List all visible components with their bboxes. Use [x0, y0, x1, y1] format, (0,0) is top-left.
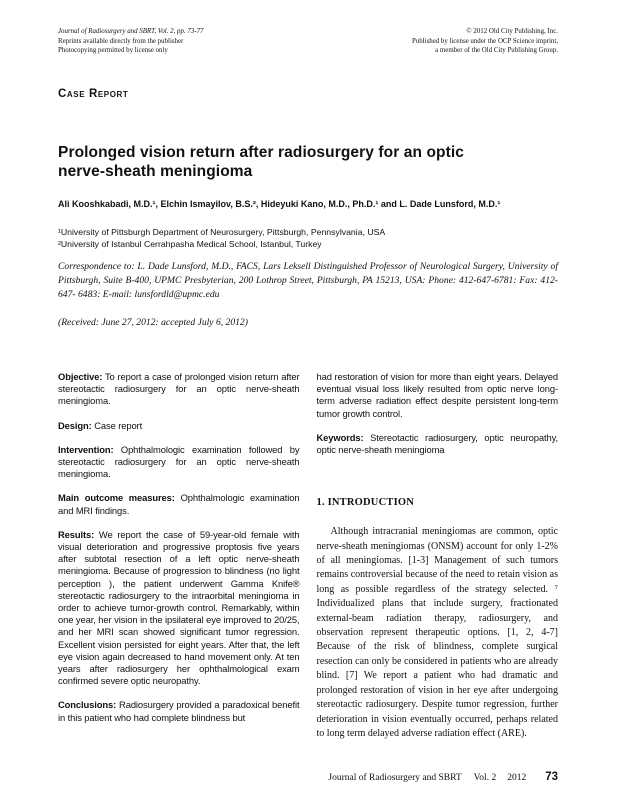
authors-line: Ali Kooshkabadi, M.D.¹, Elchin Ismayilov, B.S.², Hideyuki Kano, M.D., Ph.D.¹ and L. Dade Lunsford, M.D.¹: [58, 199, 501, 209]
left-column: [58, 371, 300, 741]
journal-masthead: [58, 27, 558, 56]
introduction-paragraph: Although intracranial meningiomas are common, optic nerve-sheath meningiomas (ONSM) account for only 1-2% of all meningiomas. [1-3] Management of such tumors remains controversial because of the need to retain vision as long as possible regardless of the strategy selected. ⁷ Individualized plans that include surgery, fractionated external-beam radiation therapy, radiosurgery, and observation represent therapeutic options. [1, 2, 4-7] Because of the risk of blindness, complete surgical resection can only be considered in patients who are already blind. [7] We report a patient who had dramatic and prolonged restoration of vision in her eye after undergoing stereotactic radiosurgery. Despite tumor regression, further deterioration in vision eventually occurred, perhaps related to long term delayed adverse radiation effect (ARE).: [316, 526, 558, 739]
affiliation-2: ²University of Istanbul Cerrahpasha Medical School, Istanbul, Turkey: [58, 239, 322, 249]
abstract-design: [58, 420, 300, 432]
intervention-label: Intervention:: [58, 443, 114, 455]
article-title: Prolonged vision return after radiosurgery for an optic nerve-sheath meningioma: [58, 144, 464, 180]
footer-page-number: 73: [545, 771, 558, 783]
results-label: Results:: [58, 528, 95, 540]
masthead-right: [412, 27, 558, 56]
right-column: [317, 371, 559, 741]
footer-volume: Vol. 2: [473, 773, 497, 783]
abstract-conclusions: [58, 699, 300, 723]
footer-year: 2012: [507, 773, 527, 783]
intervention-text: Ophthalmologic examination followed by stereotactic radiosurgery for an optic nerve-sheath meningioma.: [58, 443, 300, 480]
abstract-results: [58, 529, 300, 688]
affiliation-1: ¹University of Pittsburgh Department of Neurosurgery, Pittsburgh, Pennsylvania, USA: [58, 227, 386, 237]
affiliations-block: [58, 226, 558, 250]
main-outcome-label: Main outcome measures:: [58, 492, 175, 504]
abstract-objective: [58, 371, 300, 408]
design-label: Design:: [58, 419, 92, 431]
main-outcome-text: Ophthalmologic examination and MRI findings.: [58, 492, 300, 516]
keywords-paragraph: [317, 432, 559, 456]
objective-text: To report a case of prolonged vision return after stereotactic radiosurgery for an optic nerve-sheath meningioma.: [58, 371, 300, 407]
masthead-left: [58, 27, 203, 56]
objective-label: Objective:: [58, 371, 103, 382]
footer-journal-name: Journal of Radiosurgery and SBRT: [328, 773, 462, 783]
abstract-conclusions-continuation: had restoration of vision for more than eight years. Delayed eventual visual loss likely resulted from optic nerve long-term adverse radiation effect despite persistent long-term tumor growth control.: [316, 371, 558, 419]
publisher-group-line: a member of the Old City Publishing Group.: [435, 47, 558, 55]
design-text: Case report: [94, 419, 143, 431]
correspondence-block: Correspondence to: L. Dade Lunsford, M.D., FACS, Lars Leksell Distinguished Professor of Neurological Surgery, University of Pittsburgh, Suite B-400, UPMC Presbyterian, 200 Lothrop Street, Pittsburgh, PA 15213, USA: Phone: 412-647-6781: Fax: 412-647- 6483: E-mail: lunsfordld@upmc.edu: [58, 261, 558, 300]
abstract-intervention: [58, 444, 300, 481]
received-dates-line: (Received: June 27, 2012: accepted July 6, 2012): [58, 317, 248, 328]
abstract-main-outcome: [58, 492, 300, 516]
conclusions-text: Radiosurgery provided a paradoxical benefit in this patient who had complete blindness but: [58, 699, 300, 723]
article-type-label: Case Report: [58, 88, 129, 100]
photocopy-line: Photocopying permitted by license only: [58, 47, 168, 55]
copyright-line: © 2012 Old City Publishing, Inc.: [466, 28, 558, 35]
introduction-heading: 1. INTRODUCTION: [316, 497, 415, 509]
reprints-line: Reprints available directly from the publisher: [58, 37, 184, 45]
keywords-text: Stereotactic radiosurgery, optic neuropathy, optic nerve-sheath meningioma: [316, 431, 558, 456]
conclusions-label: Conclusions:: [58, 699, 117, 711]
body-columns: [58, 371, 558, 741]
results-text: We report the case of 59-year-old female with visual deterioration and progressive proptosis five years after subtotal resection of a left optic nerve-sheath meningioma. Because of progression to blindness (no light perception ), the patient underwent Gamma Knife® stereotactic radiosurgery to the intraorbital meningioma in order to achieve tumor-growth control. Remarkably, within one year, her vision in the ipsilateral eye improved to 20/25, and her MRI scan showed significant tumor regression. Excellent vision persisted for eight years. After that, the left eye vision again decreased to hand movement only. At ten years after radiosurgery her ophthalmological exam confirmed severe optic neuropathy.: [58, 528, 300, 687]
publisher-line: Published by license under the OCP Science imprint,: [412, 37, 558, 45]
page-footer: [328, 771, 558, 783]
keywords-label: Keywords:: [316, 431, 364, 443]
journal-citation-line: Journal of Radiosurgery and SBRT, Vol. 2, pp. 73-77: [58, 28, 204, 35]
